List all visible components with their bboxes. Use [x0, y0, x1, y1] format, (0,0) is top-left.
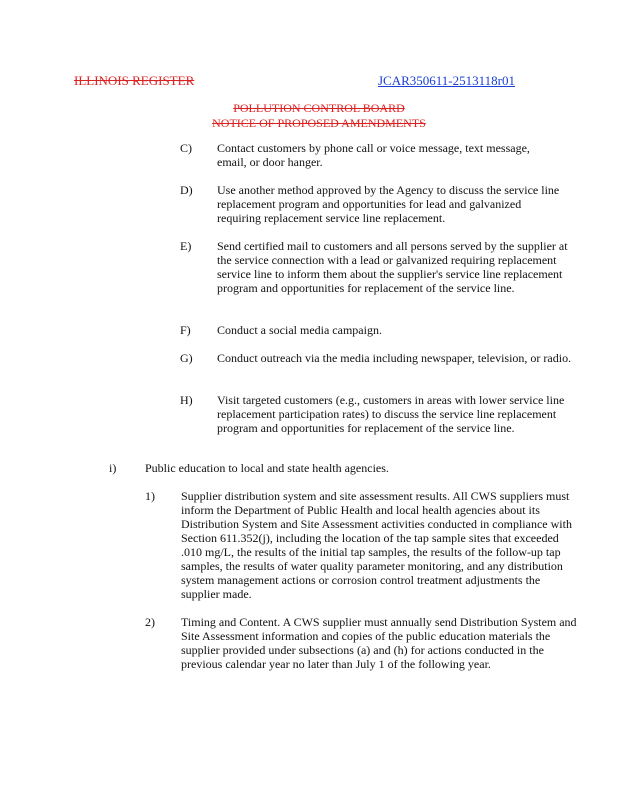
sub-item-text: Supplier distribution system and site assessment results. All CWS suppliers must inform the Department of Public Health and local health agencies about its Distribution System and Site Assessment activities conducted in compliance with Section 611.352(j), including the location of the tap sample sites that exceeded .010 mg/L, the results of the initial tap samples, the results of the follow-up tap samples, the results of water quality parameter monitoring, and any distribution system management actions or corrosion control treatment adjustments the supplier made.	[181, 489, 572, 601]
item-text: Send certified mail to customers and all persons served by the supplier at the service connection with a lead or galvanized requiring replacement service line to inform them about the supplier's service line replacement program and opportunities for replacement of the service line.	[217, 239, 568, 295]
item-label: H)	[180, 393, 193, 407]
item-text: Conduct outreach via the media including newspaper, television, or radio.	[217, 351, 572, 365]
item-text: Visit targeted customers (e.g., customers in areas with lower service line replacement participation rates) to discuss the service line replacement program and opportunities for replacement of the service line.	[217, 393, 565, 435]
section-label: i)	[109, 461, 117, 475]
board-title: POLLUTION CONTROL BOARD	[233, 101, 405, 115]
item-label: F)	[180, 323, 191, 337]
item-label: C)	[180, 141, 192, 155]
item-text: Use another method approved by the Agency to discuss the service line replacement program and opportunities for lead and galvanized requiring replacement service line replacement.	[217, 183, 560, 225]
item-text: Contact customers by phone call or voice message, text message, email, or door hanger.	[217, 141, 530, 169]
sub-item-label: 1)	[145, 489, 155, 503]
register-header: ILLINOIS REGISTER	[74, 73, 195, 88]
item-label: D)	[180, 183, 193, 197]
notice-title: NOTICE OF PROPOSED AMENDMENTS	[212, 116, 426, 130]
item-label: G)	[180, 351, 193, 365]
section-text: Public education to local and state health agencies.	[145, 461, 389, 475]
sub-item-text: Timing and Content. A CWS supplier must annually send Distribution System and Site Assessment information and copies of the public education materials the supplier provided under subsections (a) and (h) for actions conducted in the previous calendar year no later than July 1 of the following year.	[181, 615, 577, 671]
item-text: Conduct a social media campaign.	[217, 323, 382, 337]
item-label: E)	[180, 239, 192, 253]
jcar-code: JCAR350611-2513118r01	[378, 73, 515, 88]
sub-item-label: 2)	[145, 615, 155, 629]
